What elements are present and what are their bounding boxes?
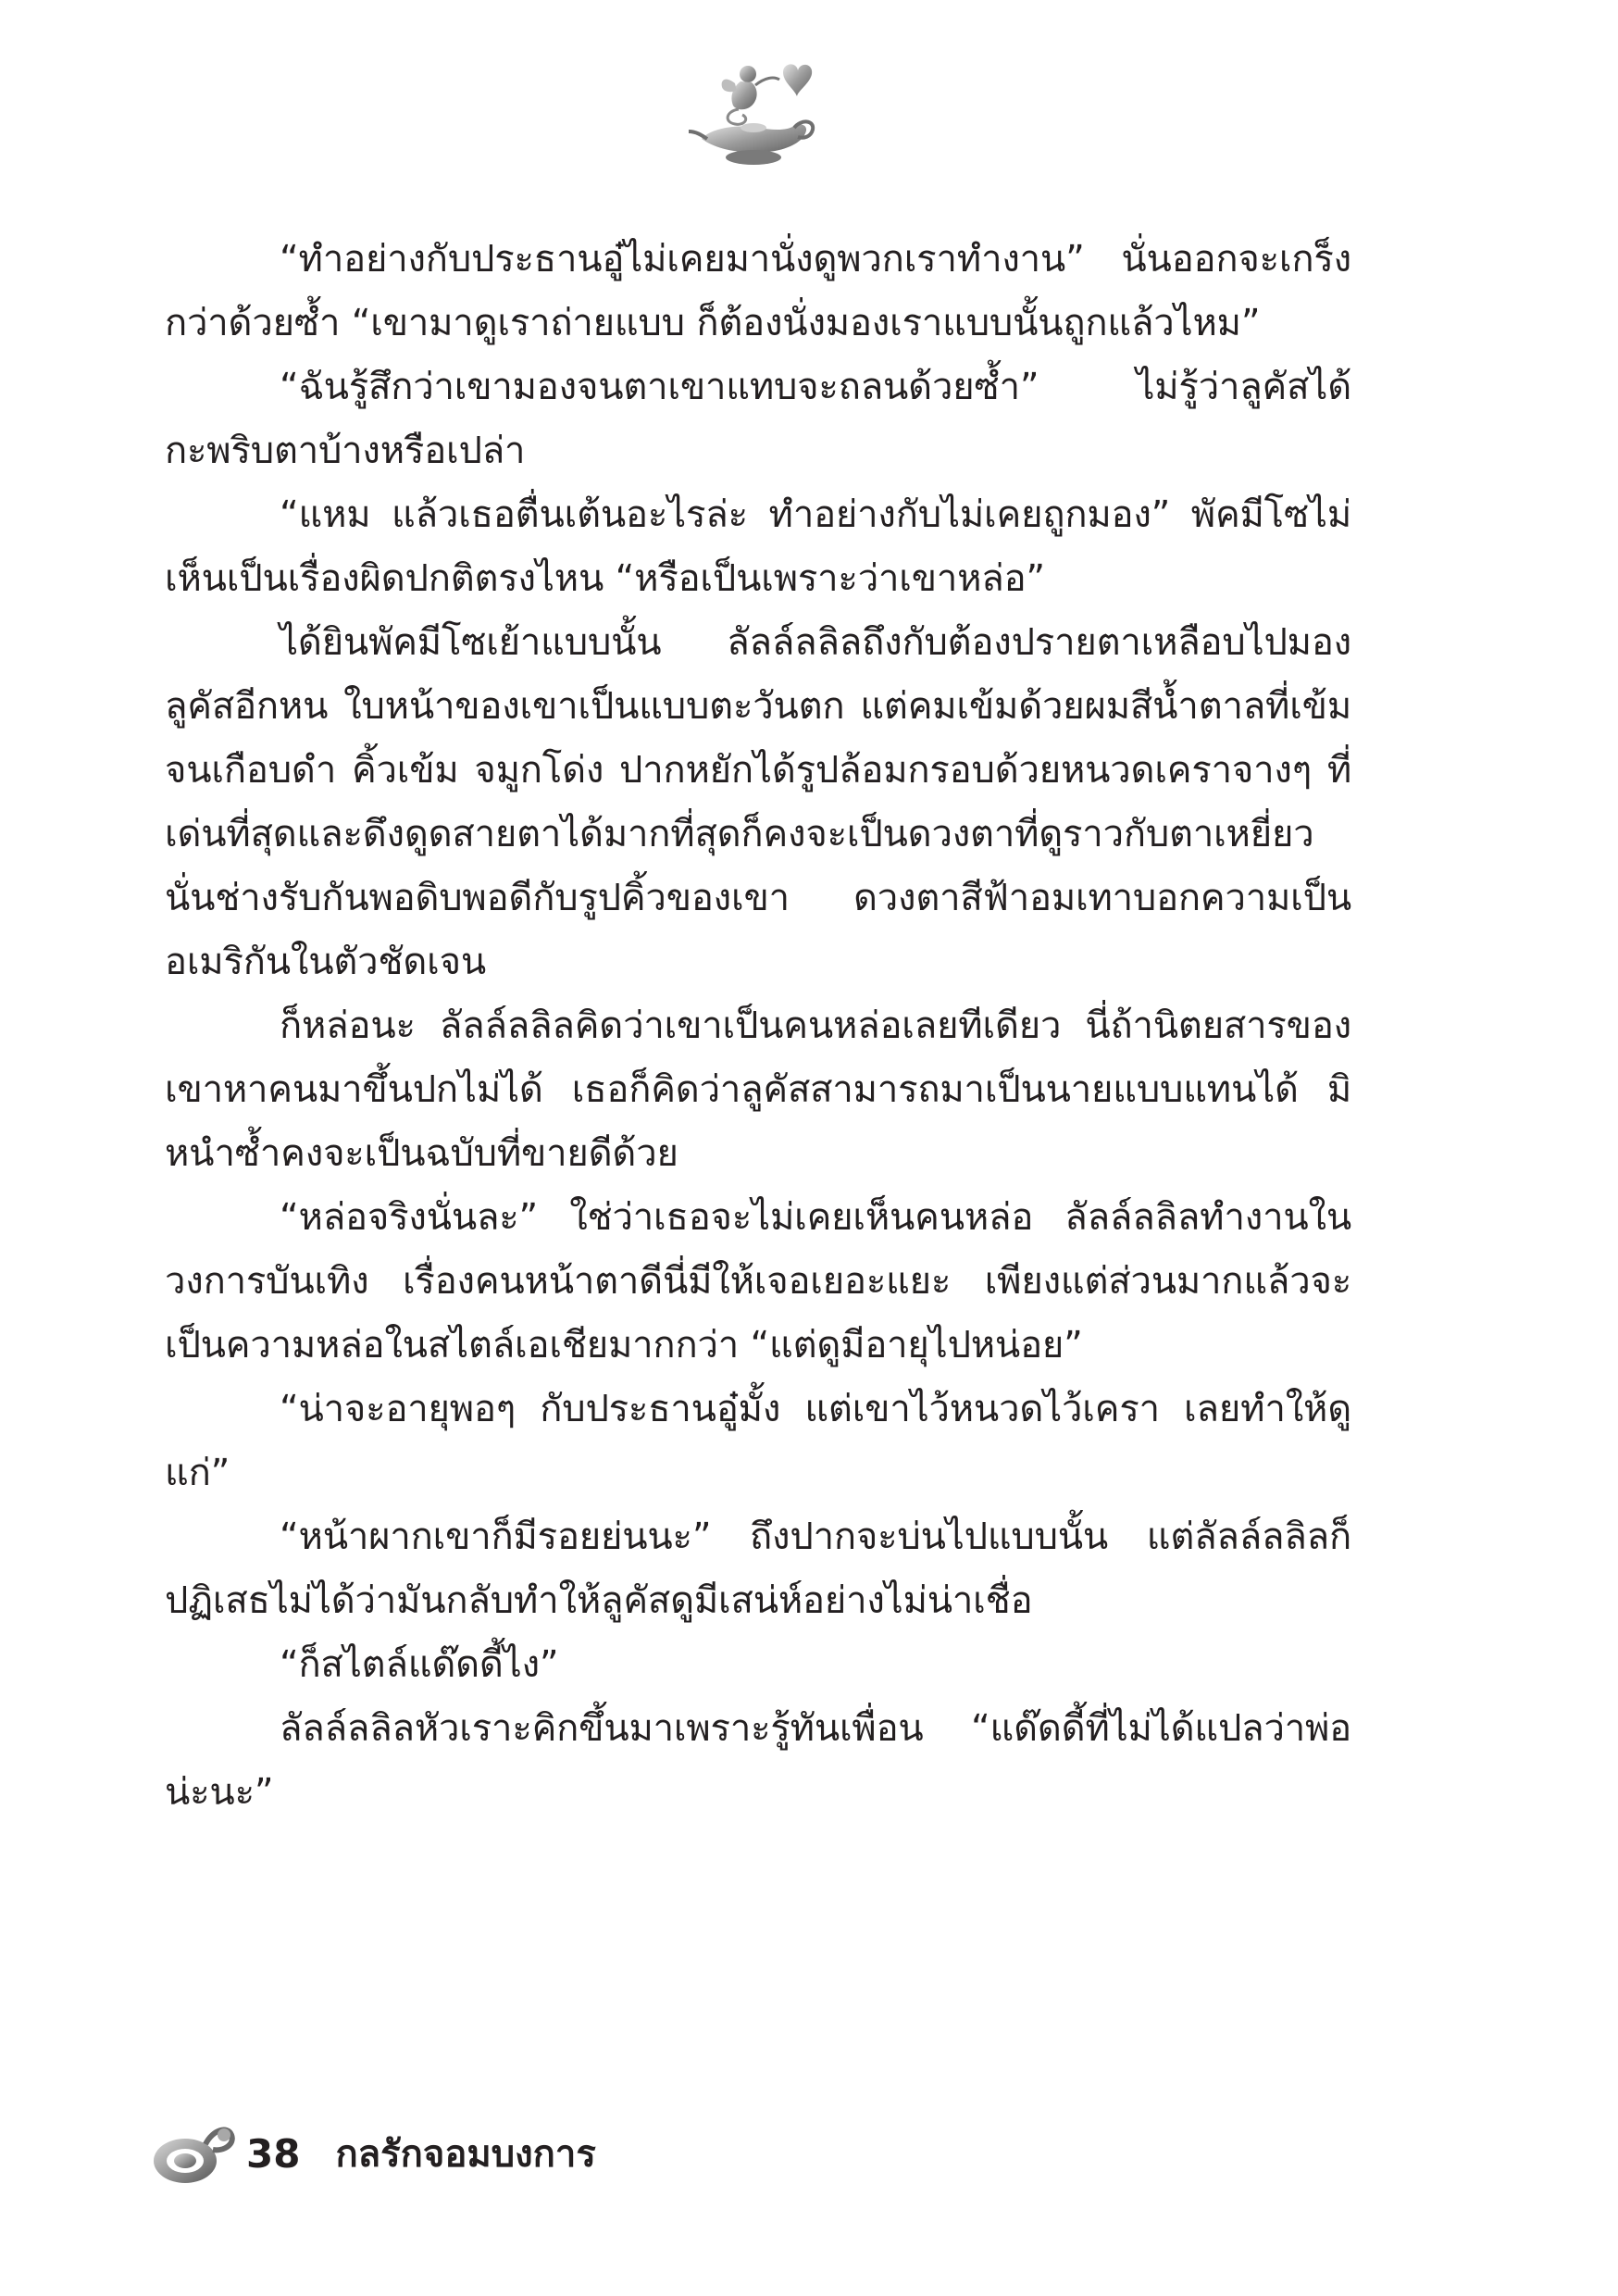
page-number: 38 [246, 2130, 301, 2177]
body-text [165, 228, 1351, 1825]
paragraph: “แหม แล้วเธอตื่นเต้นอะไรล่ะ ทำอย่างกับไม่เคยถูกมอง” พัคมีโซไม่เห็นเป็นเรื่องผิดปกติตรงไหน “หรือเป็นเพราะว่าเขาหล่อ” [165, 493, 1351, 600]
book-title: กลรักจอมบงการ [335, 2133, 596, 2176]
paragraph: “ทำอย่างกับประธานอู๋ไม่เคยมานั่งดูพวกเราทำงาน” นั่นออกจะเกร็งกว่าด้วยซ้ำ “เขามาดูเราถ่ายแบบ ก็ต้องนั่งมองเราแบบนั้นถูกแล้วไหม” [165, 238, 1351, 344]
paragraph: ลัลล์ลลิลหัวเราะคิกขึ้นมาเพราะรู้ทันเพื่อน “แด๊ดดี้ที่ไม่ได้แปลว่าพ่อน่ะนะ” [165, 1707, 1351, 1814]
page-footer [148, 2116, 596, 2190]
paragraph: ก็หล่อนะ ลัลล์ลลิลคิดว่าเขาเป็นคนหล่อเลยทีเดียว นี่ถ้านิตยสารของเขาหาคนมาขึ้นปกไม่ได้ เธอก็คิดว่าลูคัสสามารถมาเป็นนายแบบแทนได้ มิหนำซ้ำคงจะเป็นฉบับที่ขายดีด้วย [165, 1004, 1351, 1175]
magic-lamp-cupid-icon [683, 54, 822, 174]
paragraph: “หน้าผากเขาก็มีรอยย่นนะ” ถึงปากจะบ่นไปแบบนั้น แต่ลัลล์ลลิลก็ปฏิเสธไม่ได้ว่ามันกลับทำให้ลูคัสดูมีเสน่ห์อย่างไม่น่าเชื่อ [165, 1516, 1351, 1622]
paragraph: “ก็สไตล์แด๊ดดี้ไง” [280, 1643, 559, 1686]
pacifier-icon [148, 2116, 237, 2190]
paragraph: “หล่อจริงนั่นละ” ใช่ว่าเธอจะไม่เคยเห็นคนหล่อ ลัลล์ลลิลทำงานในวงการบันเทิง เรื่องคนหน้าตาดีนี่มีให้เจอเยอะแยะ เพียงแต่ส่วนมากแล้วจะเป็นความหล่อในสไตล์เอเชียมากกว่า “แต่ดูมีอายุไปหน่อย” [165, 1196, 1351, 1366]
paragraph: “น่าจะอายุพอๆ กับประธานอู๋มั้ง แต่เขาไว้หนวดไว้เครา เลยทำให้ดูแก่” [165, 1388, 1351, 1494]
paragraph: ได้ยินพัคมีโซเย้าแบบนั้น ลัลล์ลลิลถึงกับต้องปรายตาเหลือบไปมองลูคัสอีกหน ใบหน้าของเขาเป็นแบบตะวันตก แต่คมเข้มด้วยผมสีน้ำตาลที่เข้มจนเกือบดำ คิ้วเข้ม จมูกโด่ง ปากหยักได้รูปล้อมกรอบด้วยหนวดเคราจางๆ ที่เด่นที่สุดและดึงดูดสายตาได้มากที่สุดก็คงจะเป็นดวงตาที่ดูราวกับตาเหยี่ยวนั่นช่างรับกันพอดิบพอดีกับรูปคิ้วของเขา ดวงตาสีฟ้าอมเทาบอกความเป็นอเมริกันในตัวชัดเจน [165, 621, 1351, 983]
paragraph: “ฉันรู้สึกว่าเขามองจนตาเขาแทบจะถลนด้วยซ้ำ” ไม่รู้ว่าลูคัสได้กะพริบตาบ้างหรือเปล่า [165, 366, 1351, 472]
